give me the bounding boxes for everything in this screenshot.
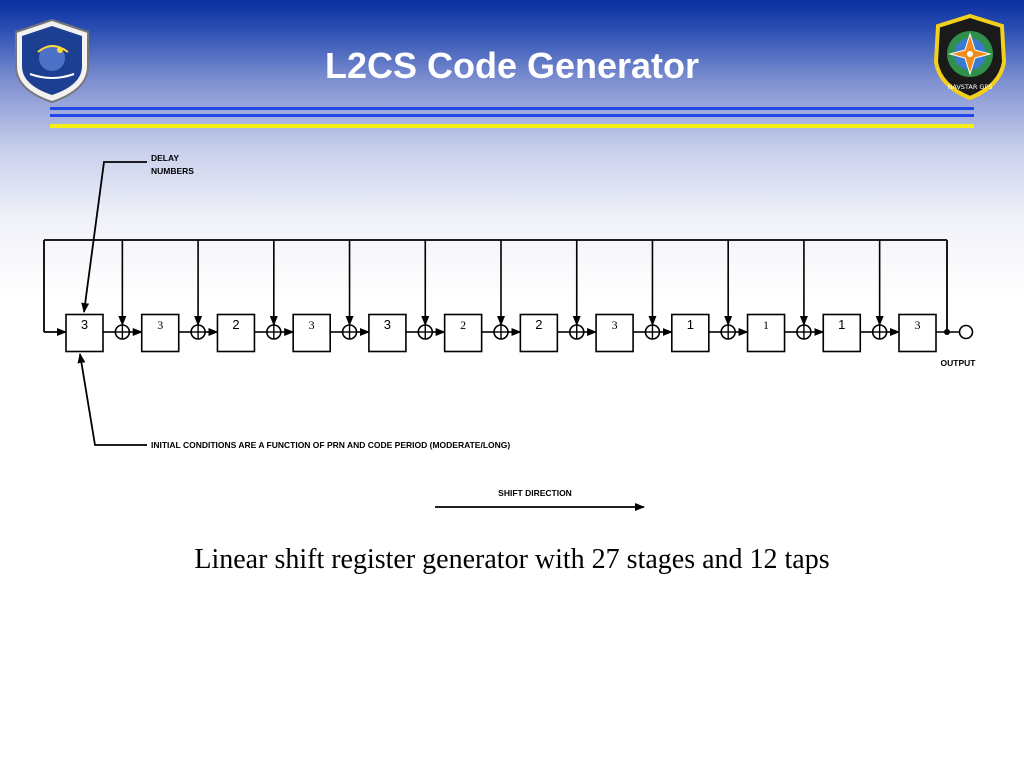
stage-delay-number: 3 <box>80 317 89 332</box>
slide-title: L2CS Code Generator <box>324 45 700 86</box>
delay-numbers-pointer <box>84 162 147 312</box>
stage-delay-number: 2 <box>460 318 467 332</box>
initial-conditions-pointer <box>80 354 147 445</box>
stage-delay-number: 3 <box>914 318 921 332</box>
stage-delay-number: 3 <box>383 317 392 332</box>
stage-delay-number: 3 <box>157 318 164 332</box>
delay-numbers-label-line1: DELAY <box>151 153 180 163</box>
navstar-gps-logo-text: NAVSTAR GPS <box>947 83 993 91</box>
output-terminal <box>960 326 973 339</box>
output-junction-dot <box>944 329 950 335</box>
delay-numbers-label-line2: NUMBERS <box>151 166 194 176</box>
shift-direction-label: SHIFT DIRECTION <box>498 488 572 498</box>
stage-delay-number: 1 <box>838 317 846 332</box>
output-label: OUTPUT <box>940 358 976 368</box>
stage-delay-number: 1 <box>763 318 770 332</box>
register-layer <box>44 240 973 352</box>
initial-conditions-label: INITIAL CONDITIONS ARE A FUNCTION OF PRN AND CODE PERIOD (MODERATE/LONG) <box>151 440 511 450</box>
stage-delay-number: 2 <box>232 317 240 332</box>
stage-delay-number: 2 <box>535 317 543 332</box>
stage-delay-number: 1 <box>686 317 694 332</box>
stage-delay-number: 3 <box>611 318 618 332</box>
stage-delay-number: 3 <box>308 318 315 332</box>
slide-caption: Linear shift register generator with 27 stages and 12 taps <box>194 544 830 575</box>
